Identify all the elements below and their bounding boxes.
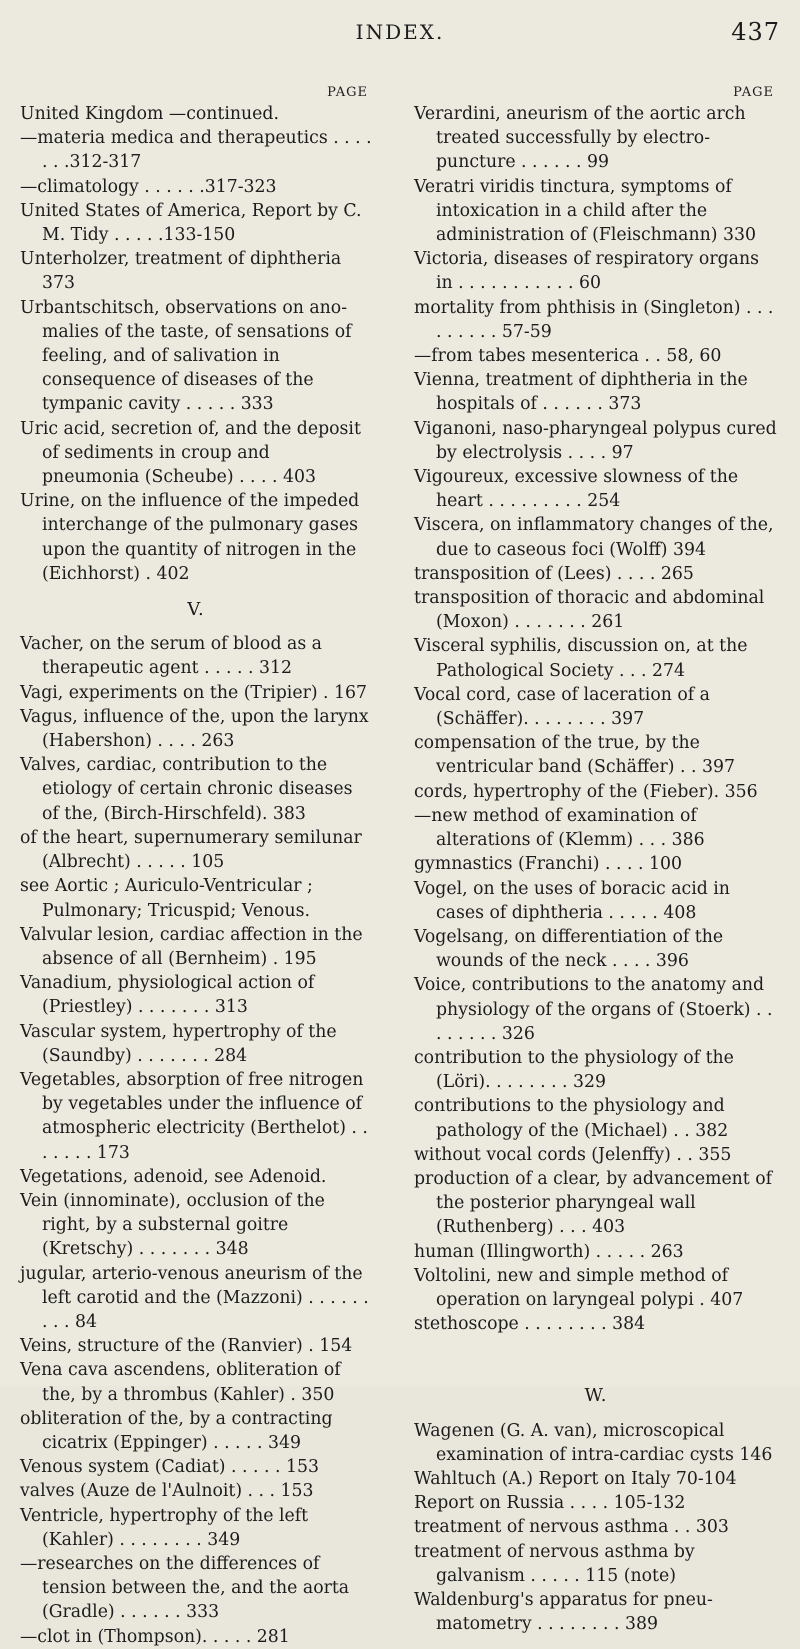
index-entry: Uric acid, secretion of, and the deposit of sediments in croup and pneumonia (Scheube) . . . . 403	[20, 418, 361, 488]
index-entry: obliteration of the, by a contracting cicatrix (Eppinger) . . . . . 349	[20, 1408, 333, 1453]
index-entry: Veratri viridis tinctura, symptoms of intoxication in a child after the administration of (Fleischmann) 330	[414, 176, 756, 246]
index-entry: Vagus, influence of the, upon the larynx (Habershon) . . . . 263	[20, 706, 369, 752]
index-entry: United States of America, Report by C. M. Tidy . . . . .133-150	[20, 200, 362, 246]
index-entry: Viscera, on inflammatory changes of the, due to caseous foci (Wolff) 394	[414, 515, 774, 560]
index-entry: Viganoni, naso-pharyngeal polypus cured by electrolysis . . . . 97	[414, 418, 777, 463]
index-entry: treatment of nervous asthma by galvanism . . . . . 115 (note)	[414, 1541, 695, 1586]
index-entry: —climatology . . . . . .317-323	[20, 176, 277, 197]
right-column	[414, 84, 778, 1636]
index-entry: contributions to the physiology and pathology of the (Michael) . . 382	[414, 1096, 729, 1141]
index-entry: compensation of the true, by the ventricular band (Schäffer) . . 397	[414, 733, 735, 778]
index-entry: Vascular system, hypertrophy of the (Saundby) . . . . . . . 284	[20, 1021, 337, 1066]
index-entry: Wahltuch (A.) Report on Italy 70-104	[414, 1468, 737, 1489]
index-entry: gymnastics (Franchi) . . . . 100	[414, 854, 682, 875]
index-entry: Waldenburg's apparatus for pneumatometry . . . . . . . . 389	[414, 1589, 713, 1635]
index-entry: Wagenen (G. A. van), microscopical examination of intra-cardiac cysts 146	[414, 1420, 773, 1465]
index-entry: Ventricle, hypertrophy of the left (Kahler) . . . . . . . . 349	[20, 1505, 309, 1550]
page-column-label: PAGE	[733, 85, 774, 100]
index-entry: Vagi, experiments on the (Tripier) . 167	[20, 682, 368, 703]
index-entry: Vena cava ascendens, obliteration of the, by a thrombus (Kahler) . 350	[20, 1360, 341, 1405]
index-entry: Vogelsang, on differentiation of the wounds of the neck . . . . 396	[414, 926, 724, 972]
index-entry: mortality from phthisis in (Singleton) . . . . . . . . . 57-59	[414, 297, 774, 342]
index-entry: United Kingdom —continued.	[20, 104, 279, 124]
section-heading-v: V.	[187, 599, 205, 621]
index-entry: —from tabes mesenterica . . 58, 60	[414, 346, 722, 367]
index-entry: contribution to the physiology of the (Löri). . . . . . . . 329	[414, 1047, 734, 1093]
index-entry: Vegetations, adenoid, see Adenoid.	[20, 1166, 327, 1187]
index-entry: —researches on the differences of tension between the, and the aorta (Gradle) . . . . . . 333	[20, 1553, 350, 1623]
index-entry: see Aortic ; Auriculo-Ventricular ; Pulmonary; Tricuspid; Venous.	[20, 876, 313, 921]
section-heading-w: W.	[584, 1385, 608, 1407]
left-column	[20, 84, 372, 1649]
index-entry: —new method of examination of alterations of (Klemm) . . . 386	[414, 805, 705, 851]
index-entry: Vegetables, absorption of free nitrogen by vegetables under the influence of atmospheric electricity (Berthelot) . . . . . . . 173	[20, 1069, 368, 1163]
index-entry: Valvular lesion, cardiac affection in the absence of all (Bernheim) . 195	[20, 924, 363, 969]
index-entry: Vigoureux, excessive slowness of the heart . . . . . . . . . 254	[414, 467, 739, 512]
spacer	[414, 1336, 778, 1372]
page-number: 437	[731, 18, 780, 46]
index-entry: transposition of thoracic and abdominal (Moxon) . . . . . . . 261	[414, 588, 765, 633]
index-entry: —clot in (Thompson). . . . . 281	[20, 1626, 290, 1647]
index-entry: jugular, arterio-venous aneurism of the left carotid and the (Mazzoni) . . . . . . . . . 84	[20, 1263, 369, 1332]
index-entry: Report on Russia . . . . 105-132	[414, 1493, 686, 1514]
index-entry: human (Illingworth) . . . . . 263	[414, 1241, 684, 1262]
index-entry: treatment of nervous asthma . . 303	[414, 1517, 729, 1538]
index-entry: Unterholzer, treatment of diphtheria 373	[20, 249, 342, 294]
index-entry: Voice, contributions to the anatomy and physiology of the organs of (Stoerk) . . . . . . . . 326	[414, 975, 773, 1044]
index-entry: stethoscope . . . . . . . . 384	[414, 1314, 646, 1335]
index-entry: Vacher, on the serum of blood as a therapeutic agent . . . . . 312	[20, 634, 322, 679]
index-entry: Voltolini, new and simple method of operation on laryngeal polypi . 407	[414, 1265, 744, 1310]
index-entry: Urine, on the influence of the impeded interchange of the pulmonary gases upon the quantity of nitrogen in the (Eichhorst) . 402	[20, 491, 360, 584]
index-entry: without vocal cords (Jelenffy) . . 355	[414, 1144, 732, 1165]
running-title: INDEX.	[355, 20, 445, 44]
running-head	[0, 14, 800, 54]
index-entry: Vocal cord, case of laceration of a (Schäffer). . . . . . . . 397	[414, 684, 710, 730]
index-entry: transposition of (Lees) . . . . 265	[414, 563, 694, 584]
index-entry: valves (Auze de l'Aulnoit) . . . 153	[20, 1481, 314, 1502]
index-entry: Urbantschitsch, observations on anomalies of the taste, of sensations of feeling, and of salivation in consequence of diseases of the tympanic cavity . . . . . 333	[20, 297, 352, 415]
index-entry: Victoria, diseases of respiratory organs in . . . . . . . . . . . 60	[414, 249, 759, 294]
index-entry: Vogel, on the uses of boracic acid in cases of diphtheria . . . . . 408	[414, 878, 730, 923]
index-entry: Vein (innominate), occlusion of the right, by a substernal goitre (Kretschy) . . . . . . . 348	[20, 1190, 325, 1260]
index-entry: Vienna, treatment of diphtheria in the hospitals of . . . . . . 373	[414, 370, 748, 415]
index-entry: of the heart, supernumerary semilunar (Albrecht) . . . . . 105	[20, 827, 362, 873]
index-entry: Visceral syphilis, discussion on, at the Pathological Society . . . 274	[414, 636, 748, 681]
index-entry: Verardini, aneurism of the aortic arch treated successfully by electro-puncture . . . . . . 99	[414, 104, 746, 173]
index-entry: Valves, cardiac, contribution to the etiology of certain chronic diseases of the, (Birch-Hirschfeld). 383	[20, 755, 353, 824]
index-entry: production of a clear, by advancement of the posterior pharyngeal wall (Ruthenberg) . . . 403	[414, 1168, 773, 1238]
page-column-label: PAGE	[327, 85, 368, 100]
index-entry: Vanadium, physiological action of (Priestley) . . . . . . . 313	[20, 973, 315, 1018]
index-entry: Venous system (Cadiat) . . . . . 153	[20, 1457, 319, 1478]
index-entry: Veins, structure of the (Ranvier) . 154	[20, 1336, 353, 1357]
index-entry: —materia medica and therapeutics . . . . . . .312-317	[20, 128, 372, 173]
index-entry: cords, hypertrophy of the (Fieber). 356	[414, 781, 758, 802]
